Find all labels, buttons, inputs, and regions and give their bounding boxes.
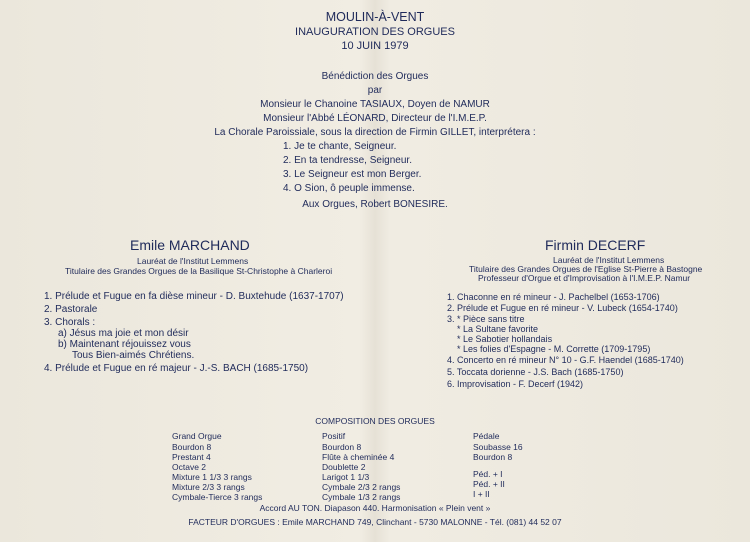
positif-heading: Positif: [322, 431, 346, 441]
pedale-heading: Pédale: [473, 431, 500, 441]
organ-stop: Cymbale 2/3 2 rangs: [322, 482, 401, 492]
organ-stop: Flûte à cheminée 4: [322, 452, 395, 462]
left-program-item: 4. Prélude et Fugue en ré majeur - J.-S. BACH (1685-1750): [44, 363, 309, 374]
right-program-subitem: * Les folies d'Espagne - M. Corrette (1709-1795): [457, 344, 651, 354]
organ-stop: Bourdon 8: [473, 452, 513, 462]
officiant-2: Monsieur l'Abbé LÉONARD, Directeur de l'I.M.E.P.: [263, 113, 487, 124]
organ-stop: Bourdon 8: [172, 442, 212, 452]
right-performer-title-1: Lauréat de l'Institut Lemmens: [553, 255, 665, 265]
organ-stop: Cymbale-Tierce 3 rangs: [172, 492, 263, 502]
right-program-item: 1. Chaconne en ré mineur - J. Pachelbel (1653-1706): [447, 292, 660, 302]
chorale-item: 1. Je te chante, Seigneur.: [283, 141, 397, 152]
right-program-item: 3. * Pièce sans titre: [447, 314, 525, 324]
right-performer-title-3: Professeur d'Orgue et d'Improvisation à l'I.M.E.P. Namur: [478, 273, 691, 283]
organ-composition-title: COMPOSITION DES ORGUES: [315, 416, 435, 426]
organ-stop: Cymbale 1/3 2 rangs: [322, 492, 401, 502]
organ-coupler: I + II: [473, 489, 490, 499]
organ-stop: Doublette 2: [322, 462, 366, 472]
left-program-item: 3. Chorals :: [44, 317, 96, 328]
right-program-item: 2. Prélude et Fugue en ré mineur - V. Lubeck (1654-1740): [447, 303, 678, 313]
organ-accord: Accord AU TON. Diapason 440. Harmonisation « Plein vent »: [259, 503, 491, 513]
chorale-item: 4. O Sion, ô peuple immense.: [283, 183, 415, 194]
left-program-subitem: Tous Bien-aimés Chrétiens.: [72, 350, 195, 361]
right-program-subitem: * La Sultane favorite: [457, 324, 539, 334]
left-program-subitem: a) Jésus ma joie et mon désir: [58, 328, 189, 339]
right-performer-title-2: Titulaire des Grandes Orgues de l'Eglise St-Pierre à Bastogne: [469, 264, 703, 274]
event-title: INAUGURATION DES ORGUES: [295, 26, 455, 38]
organ-stop: Larigot 1 1/3: [322, 472, 370, 482]
benediction-par: par: [367, 85, 383, 96]
organ-coupler: Péd. + I: [473, 469, 503, 479]
left-performer-title-1: Lauréat de l'Institut Lemmens: [137, 256, 249, 266]
right-program-item: 6. Improvisation - F. Decerf (1942): [447, 379, 584, 389]
organ-stop: Soubasse 16: [473, 442, 523, 452]
right-program-item: 4. Concerto en ré mineur N° 10 - G.F. Haendel (1685-1740): [447, 355, 684, 365]
organist-credit: Aux Orgues, Robert BONESIRE.: [302, 199, 448, 210]
organ-stop: Mixture 1 1/3 3 rangs: [172, 472, 252, 482]
organ-builder: FACTEUR D'ORGUES : Emile MARCHAND 749, Clinchant - 5730 MALONNE - Tél. (081) 44 52 07: [188, 517, 562, 527]
event-date: 10 JUIN 1979: [341, 40, 409, 52]
right-performer-name: Firmin DECERF: [545, 237, 646, 253]
left-performer-name: Emile MARCHAND: [130, 237, 250, 253]
benediction-title: Bénédiction des Orgues: [321, 71, 429, 82]
right-program-subitem: * Le Sabotier hollandais: [457, 334, 553, 344]
chorale-intro: La Chorale Paroissiale, sous la direction de Firmin GILLET, interprétera :: [214, 127, 536, 138]
organ-stop: Bourdon 8: [322, 442, 362, 452]
left-program-subitem: b) Maintenant réjouissez vous: [58, 339, 191, 350]
grand-orgue-heading: Grand Orgue: [172, 431, 222, 441]
chorale-item: 2. En ta tendresse, Seigneur.: [283, 155, 412, 166]
place-title: MOULIN-À-VENT: [325, 10, 425, 24]
officiant-1: Monsieur le Chanoine TASIAUX, Doyen de NAMUR: [260, 99, 490, 110]
left-program-item: 1. Prélude et Fugue en fa dièse mineur - D. Buxtehude (1637-1707): [44, 291, 344, 302]
right-program-item: 5. Toccata dorienne - J.S. Bach (1685-1750): [447, 367, 624, 377]
organ-stop: Prestant 4: [172, 452, 211, 462]
chorale-item: 3. Le Seigneur est mon Berger.: [283, 169, 422, 180]
organ-coupler: Péd. + II: [473, 479, 505, 489]
left-performer-title-2: Titulaire des Grandes Orgues de la Basilique St-Christophe à Charleroi: [65, 266, 333, 276]
organ-stop: Mixture 2/3 3 rangs: [172, 482, 245, 492]
left-program-item: 2. Pastorale: [44, 304, 98, 315]
organ-stop: Octave 2: [172, 462, 207, 472]
